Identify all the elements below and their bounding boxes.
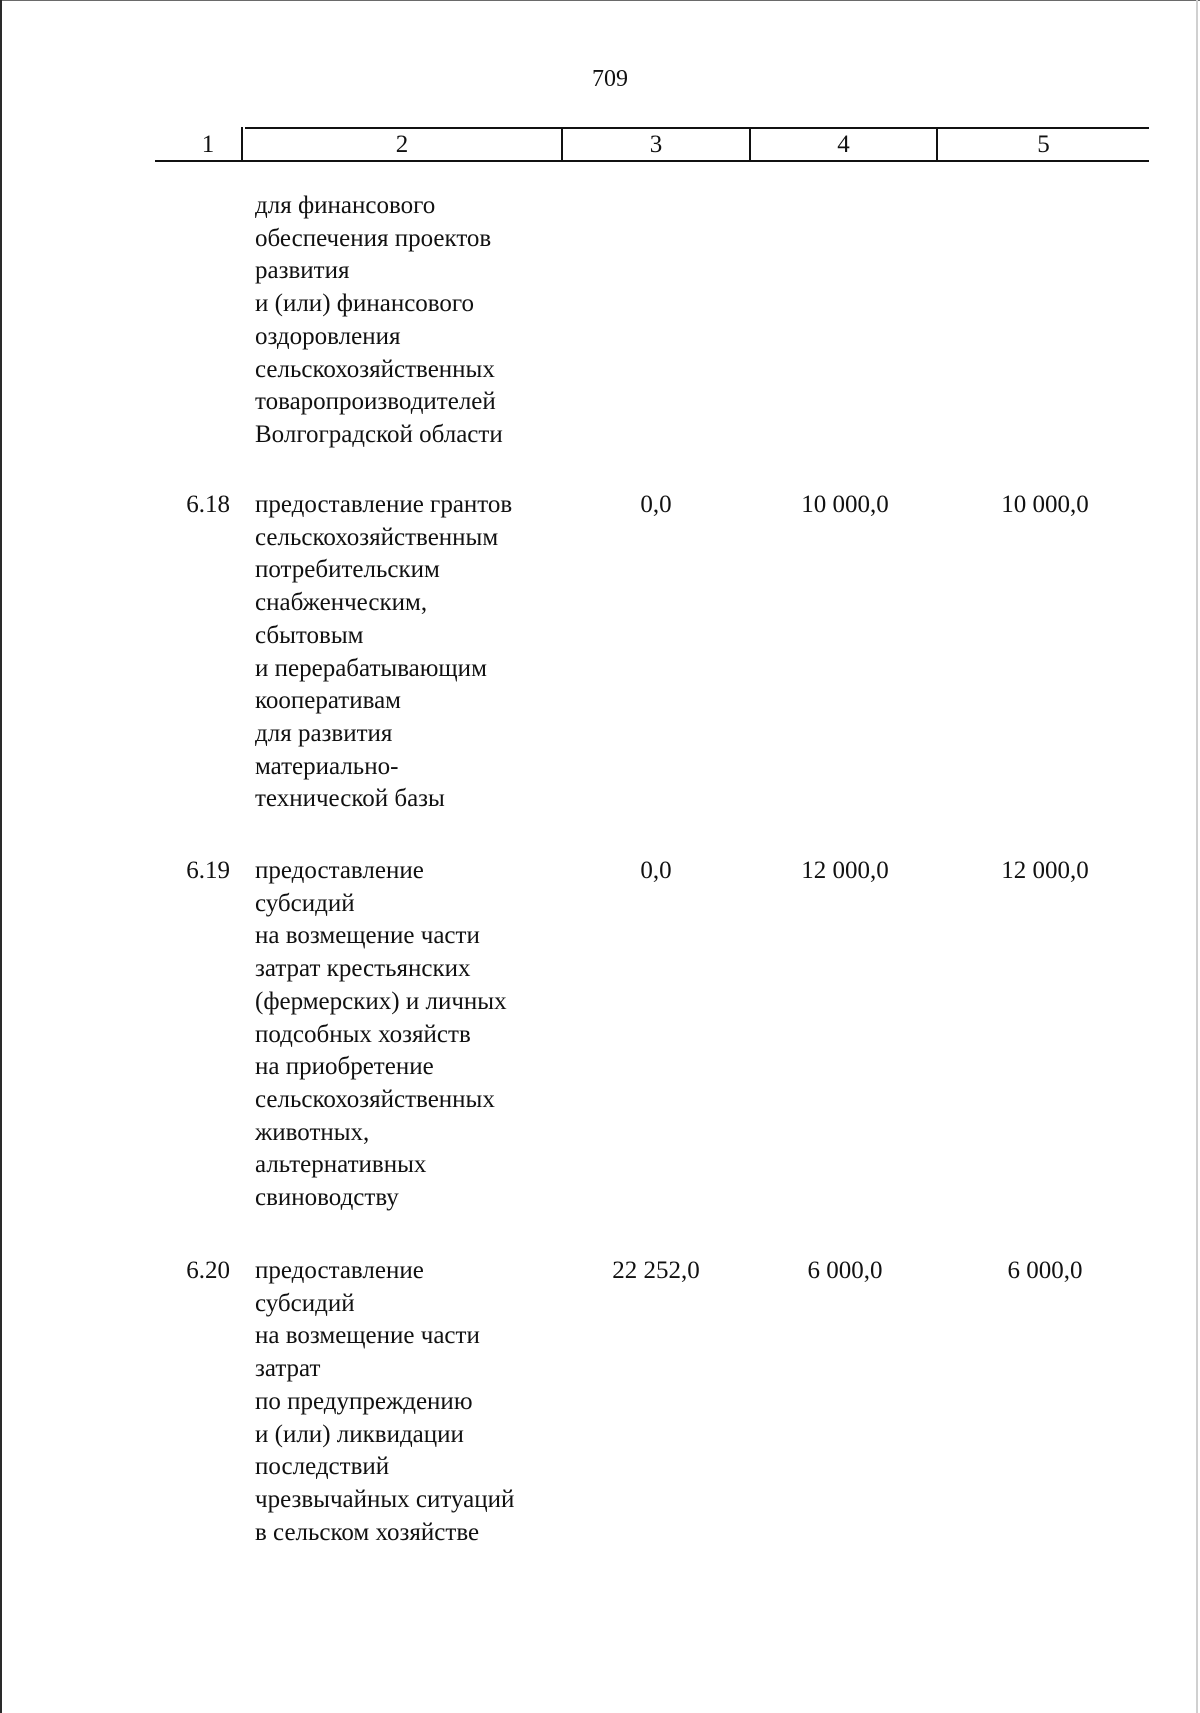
row-description: предоставление субсидий на возмещение части затрат крестьянских (фермерских) и личных подсобных хозяйств на приобретение сельскохозяйственных животных, альтернативных свиноводству [255,857,507,1212]
scan-edge-left [0,0,2,1713]
page-number: 709 [592,66,628,92]
row-number: 6.20 [186,1257,230,1284]
row-col-3-value: 22 252,0 [612,1257,700,1284]
header-col-2: 2 [395,131,409,158]
table-header [155,127,1149,161]
scan-edge-top [0,0,1200,1]
header-col-3: 3 [649,131,663,158]
row-col-3-value: 0,0 [640,491,672,518]
row-col-4-value: 10 000,0 [801,491,889,518]
row-number: 6.19 [186,857,230,884]
header-col-1: 1 [201,131,215,158]
row-description: для финансового обеспечения проектов развития и (или) финансового оздоровления сельскохозяйственных товаропроизводителей Волгоградской области [255,192,503,448]
header-col-5: 5 [1037,131,1050,158]
row-col-5-value: 12 000,0 [1001,857,1089,884]
row-col-5-value: 6 000,0 [1007,1257,1083,1284]
scan-edge-right [1196,0,1198,1713]
row-col-5-value: 10 000,0 [1001,491,1089,518]
row-col-4-value: 12 000,0 [801,857,889,884]
header-col-4: 4 [837,131,850,158]
row-description: предоставление субсидий на возмещение части затрат по предупреждению и (или) ликвидации последствий чрезвычайных ситуаций в сельском хозяйстве [255,1257,515,1546]
row-col-3-value: 0,0 [640,857,672,884]
row-col-4-value: 6 000,0 [807,1257,883,1284]
row-number: 6.18 [186,491,230,518]
row-description: предоставление грантов сельскохозяйственным потребительским снабженческим, сбытовым и перерабатывающим кооперативам для развития материально- технической базы [255,491,513,813]
